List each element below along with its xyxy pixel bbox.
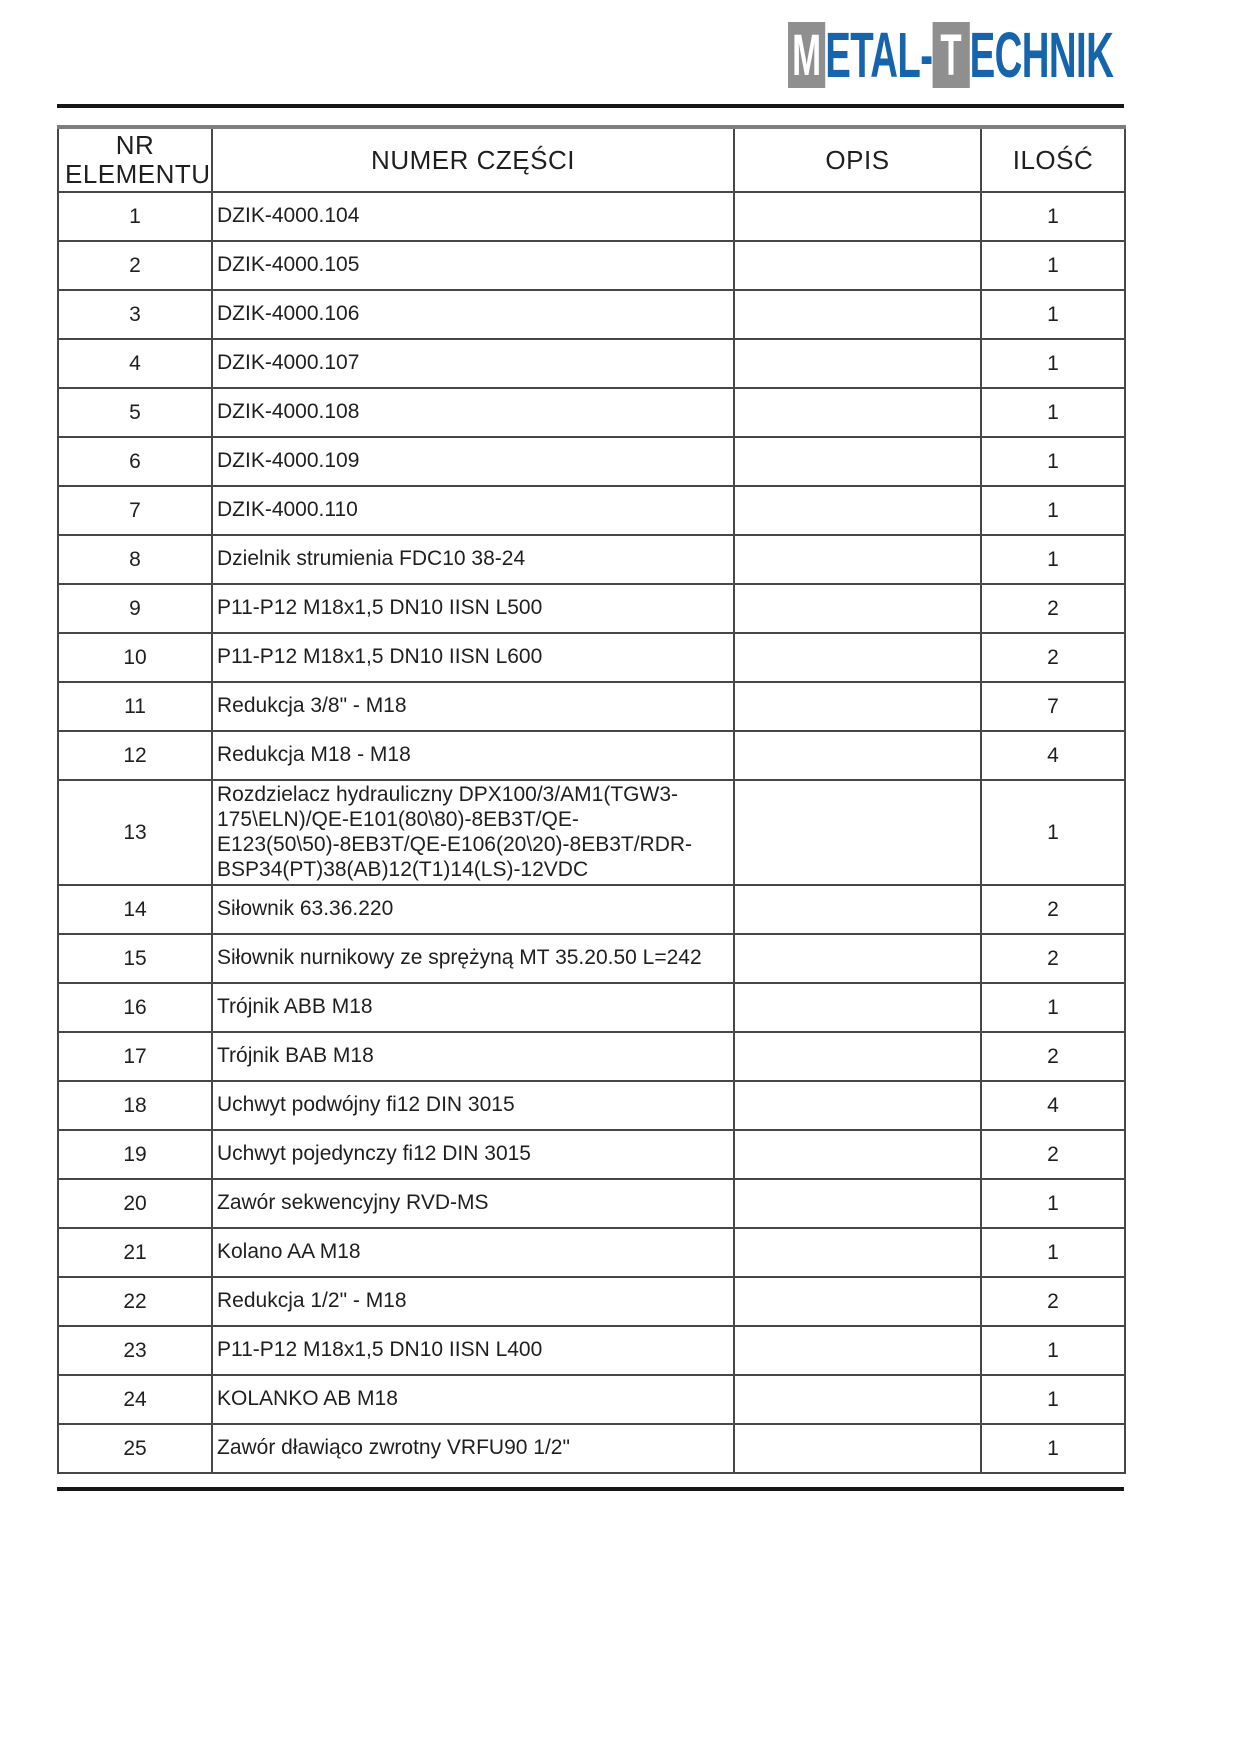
cell-part-number: DZIK-4000.110 (212, 486, 734, 535)
cell-element-number: 17 (58, 1032, 212, 1081)
cell-quantity: 2 (981, 1032, 1125, 1081)
cell-part-number: Dzielnik strumienia FDC10 38-24 (212, 535, 734, 584)
cell-description (734, 388, 981, 437)
cell-description (734, 1081, 981, 1130)
cell-element-number: 7 (58, 486, 212, 535)
cell-quantity: 2 (981, 1130, 1125, 1179)
cell-description (734, 1179, 981, 1228)
cell-element-number: 21 (58, 1228, 212, 1277)
table-row (58, 1032, 1125, 1081)
cell-element-number: 15 (58, 934, 212, 983)
cell-quantity: 1 (981, 339, 1125, 388)
cell-description (734, 584, 981, 633)
cell-element-number: 3 (58, 290, 212, 339)
header-numer-czesci: NUMER CZĘŚCI (212, 127, 734, 192)
cell-quantity: 1 (981, 192, 1125, 241)
table-header-row (58, 127, 1125, 192)
cell-description (734, 486, 981, 535)
parts-table (57, 125, 1126, 1474)
cell-description (734, 1228, 981, 1277)
cell-description (734, 290, 981, 339)
table-row (58, 1228, 1125, 1277)
cell-part-number: Redukcja 3/8" - M18 (212, 682, 734, 731)
cell-element-number: 16 (58, 983, 212, 1032)
cell-quantity: 1 (981, 388, 1125, 437)
cell-element-number: 19 (58, 1130, 212, 1179)
cell-element-number: 24 (58, 1375, 212, 1424)
cell-element-number: 23 (58, 1326, 212, 1375)
cell-description (734, 192, 981, 241)
bottom-divider-rule (57, 1487, 1124, 1491)
logo-text-echnik: ECHNIK (969, 19, 1114, 91)
cell-description (734, 241, 981, 290)
cell-element-number: 12 (58, 731, 212, 780)
cell-quantity: 2 (981, 934, 1125, 983)
cell-element-number: 1 (58, 192, 212, 241)
cell-part-number: Redukcja M18 - M18 (212, 731, 734, 780)
cell-part-number: Zawór dławiąco zwrotny VRFU90 1/2" (212, 1424, 734, 1473)
cell-quantity: 2 (981, 584, 1125, 633)
table-row (58, 1424, 1125, 1473)
metal-technik-logo (788, 19, 1114, 91)
cell-part-number: Rozdzielacz hydrauliczny DPX100/3/AM1(TGW3-175\ELN)/QE-E101(80\80)-8EB3T/QE-E123(50\50)-8EB3T/QE-E106(20\20)-8EB3T/RDR-BSP34(PT)38(AB)12(T1)14(LS)-12VDC (212, 780, 734, 885)
logo-t-box (932, 22, 969, 88)
table-row (58, 885, 1125, 934)
cell-part-number: Uchwyt pojedynczy fi12 DIN 3015 (212, 1130, 734, 1179)
header-ilosc: ILOŚĆ (981, 127, 1125, 192)
cell-description (734, 339, 981, 388)
cell-part-number: Redukcja 1/2" - M18 (212, 1277, 734, 1326)
cell-part-number: Siłownik 63.36.220 (212, 885, 734, 934)
cell-element-number: 8 (58, 535, 212, 584)
cell-description (734, 535, 981, 584)
cell-quantity: 2 (981, 885, 1125, 934)
table-row (58, 934, 1125, 983)
cell-part-number: DZIK-4000.105 (212, 241, 734, 290)
cell-element-number: 5 (58, 388, 212, 437)
cell-quantity: 1 (981, 535, 1125, 584)
cell-quantity: 1 (981, 241, 1125, 290)
table-row (58, 241, 1125, 290)
cell-quantity: 4 (981, 1081, 1125, 1130)
cell-quantity: 2 (981, 633, 1125, 682)
cell-description (734, 437, 981, 486)
table-row (58, 1130, 1125, 1179)
cell-quantity: 1 (981, 1179, 1125, 1228)
cell-part-number: P11-P12 M18x1,5 DN10 IISN L500 (212, 584, 734, 633)
cell-description (734, 1424, 981, 1473)
table-row (58, 633, 1125, 682)
cell-part-number: DZIK-4000.108 (212, 388, 734, 437)
cell-description (734, 885, 981, 934)
cell-quantity: 1 (981, 1375, 1125, 1424)
logo-letter-t: T (940, 22, 962, 88)
cell-part-number: Zawór sekwencyjny RVD-MS (212, 1179, 734, 1228)
header-opis: OPIS (734, 127, 981, 192)
cell-description (734, 1375, 981, 1424)
cell-element-number: 2 (58, 241, 212, 290)
cell-description (734, 983, 981, 1032)
cell-quantity: 2 (981, 1277, 1125, 1326)
cell-part-number: P11-P12 M18x1,5 DN10 IISN L400 (212, 1326, 734, 1375)
cell-element-number: 18 (58, 1081, 212, 1130)
cell-quantity: 1 (981, 983, 1125, 1032)
cell-quantity: 1 (981, 1424, 1125, 1473)
cell-element-number: 6 (58, 437, 212, 486)
cell-element-number: 22 (58, 1277, 212, 1326)
table-row (58, 682, 1125, 731)
table-row (58, 535, 1125, 584)
cell-part-number: Trójnik BAB M18 (212, 1032, 734, 1081)
cell-quantity: 7 (981, 682, 1125, 731)
cell-part-number: Kolano AA M18 (212, 1228, 734, 1277)
cell-element-number: 4 (58, 339, 212, 388)
cell-description (734, 731, 981, 780)
table-row (58, 983, 1125, 1032)
cell-part-number: DZIK-4000.109 (212, 437, 734, 486)
cell-part-number: DZIK-4000.104 (212, 192, 734, 241)
table-body (58, 192, 1125, 1473)
cell-description (734, 780, 981, 885)
table-row (58, 339, 1125, 388)
cell-part-number: Trójnik ABB M18 (212, 983, 734, 1032)
logo-m-box (788, 22, 825, 88)
table-row (58, 437, 1125, 486)
cell-quantity: 1 (981, 290, 1125, 339)
cell-quantity: 1 (981, 486, 1125, 535)
cell-part-number: Uchwyt podwójny fi12 DIN 3015 (212, 1081, 734, 1130)
cell-part-number: DZIK-4000.107 (212, 339, 734, 388)
cell-quantity: 4 (981, 731, 1125, 780)
cell-quantity: 1 (981, 1326, 1125, 1375)
cell-quantity: 1 (981, 780, 1125, 885)
cell-quantity: 1 (981, 1228, 1125, 1277)
cell-description (734, 1326, 981, 1375)
cell-quantity: 1 (981, 437, 1125, 486)
cell-part-number: DZIK-4000.106 (212, 290, 734, 339)
table-row (58, 1326, 1125, 1375)
cell-part-number: KOLANKO AB M18 (212, 1375, 734, 1424)
top-divider-rule (57, 104, 1124, 108)
table-row (58, 486, 1125, 535)
cell-element-number: 10 (58, 633, 212, 682)
table-row (58, 1277, 1125, 1326)
cell-description (734, 1277, 981, 1326)
cell-element-number: 9 (58, 584, 212, 633)
table-row (58, 780, 1125, 885)
cell-description (734, 934, 981, 983)
cell-description (734, 633, 981, 682)
cell-element-number: 13 (58, 780, 212, 885)
cell-element-number: 14 (58, 885, 212, 934)
cell-element-number: 11 (58, 682, 212, 731)
table-row (58, 192, 1125, 241)
cell-element-number: 25 (58, 1424, 212, 1473)
cell-part-number: P11-P12 M18x1,5 DN10 IISN L600 (212, 633, 734, 682)
logo-letter-m: M (792, 22, 822, 88)
header-nr-elementu: NR ELEMENTU (58, 127, 212, 192)
cell-element-number: 20 (58, 1179, 212, 1228)
table-row (58, 388, 1125, 437)
cell-description (734, 1032, 981, 1081)
cell-description (734, 682, 981, 731)
table-row (58, 1081, 1125, 1130)
logo-text-etal: ETAL- (825, 19, 933, 91)
table-row (58, 290, 1125, 339)
cell-description (734, 1130, 981, 1179)
table-row (58, 1375, 1125, 1424)
table-row (58, 1179, 1125, 1228)
table-row (58, 584, 1125, 633)
cell-part-number: Siłownik nurnikowy ze sprężyną MT 35.20.50 L=242 (212, 934, 734, 983)
table-row (58, 731, 1125, 780)
